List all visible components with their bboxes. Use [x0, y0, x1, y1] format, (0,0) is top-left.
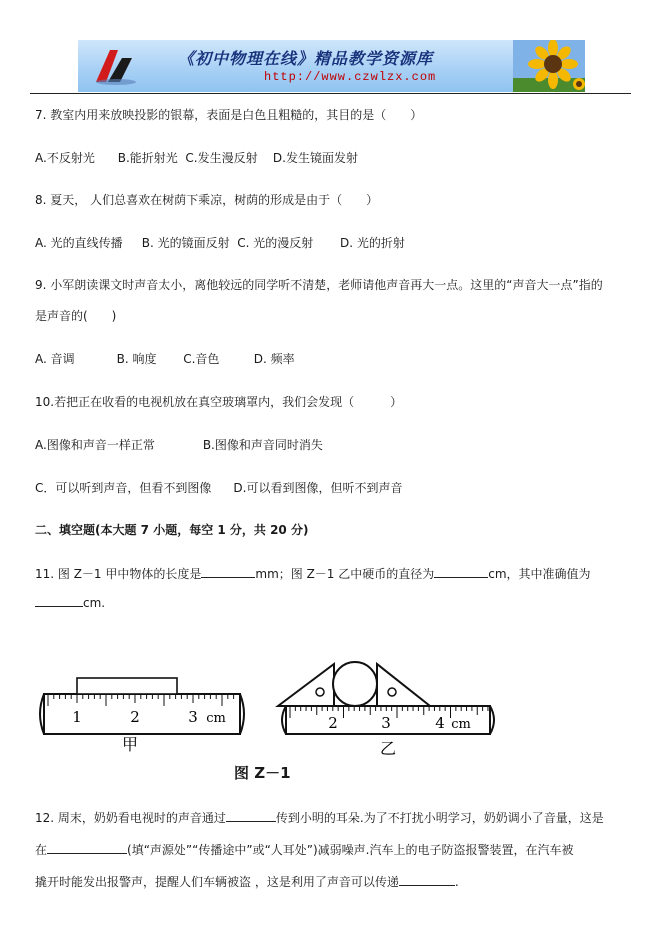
- q10-options-cd: [35, 480, 402, 496]
- q7-option-a[interactable]: A.不反射光: [35, 151, 95, 165]
- q12-blank-medium[interactable]: [226, 809, 276, 822]
- q12-blank-info[interactable]: [399, 873, 455, 886]
- q7-stem: 7. 教室内用来放映投影的银幕，表面是白色且粗糙的，其目的是（ ）: [35, 108, 423, 122]
- figure-caption: 图 Z－1: [234, 764, 291, 782]
- q12-text-3b: .: [454, 875, 459, 889]
- q12-text-2b: (填“声源处”“传播途中”或“人耳处”)减弱噪声.汽车上的电子防盗报警装置，在汽车被: [127, 843, 574, 857]
- q11-blank-accurate[interactable]: [35, 594, 83, 607]
- q12-line2: [35, 841, 574, 858]
- right-tick-4: 4: [435, 714, 445, 732]
- q9-option-d[interactable]: D. 频率: [253, 352, 295, 366]
- q10-option-a[interactable]: A.图像和声音一样正常: [35, 438, 155, 452]
- left-tick-2: 2: [130, 708, 140, 726]
- right-tick-2: 2: [328, 714, 338, 732]
- q12-text-3a: 撬开时能发出报警声，提醒人们车辆被盗 ，这是利用了声音可以传递: [35, 875, 399, 889]
- q9-option-a[interactable]: A. 音调: [35, 352, 75, 366]
- q8-options: [35, 235, 405, 251]
- header-banner: [78, 40, 585, 92]
- q9-option-c[interactable]: C.音色: [183, 352, 220, 366]
- q8-option-d[interactable]: D. 光的折射: [339, 236, 405, 250]
- q10-options-ab: [35, 437, 323, 453]
- q11-text-1: 11. 图 Z－1 甲中物体的长度是: [35, 567, 202, 581]
- ruler-left: [40, 678, 244, 754]
- q9-stem-line2: 是声音的( ): [35, 309, 117, 323]
- q11-text-4: cm.: [83, 596, 106, 610]
- q12-text-1b: 传到小明的耳朵.为了不打扰小明学习，奶奶调小了音量，这是: [275, 811, 604, 825]
- q7-option-b[interactable]: B.能折射光: [117, 151, 178, 165]
- q12-text-1a: 12. 周末，奶奶看电视时的声音通过: [35, 811, 226, 825]
- q9-options: [35, 351, 295, 367]
- q10-stem: 10.若把正在收看的电视机放在真空玻璃罩内，我们会发现（ ）: [35, 395, 403, 409]
- q11-text-2: mm；图 Z－1 乙中硬币的直径为: [255, 567, 435, 581]
- q11-text-3: cm，其中准确值为: [488, 567, 591, 581]
- q11-blank-length[interactable]: [201, 565, 255, 578]
- header-rule: [30, 93, 631, 94]
- q7-options: [35, 150, 358, 166]
- coin: [333, 662, 377, 706]
- q8-option-c[interactable]: C. 光的漫反射: [237, 236, 314, 250]
- label-yi: 乙: [379, 739, 397, 758]
- q11-blank-diameter[interactable]: [434, 565, 488, 578]
- sunflower-icon: [513, 40, 585, 92]
- banner-url[interactable]: http://www.czwlzx.com: [264, 70, 437, 84]
- q8-option-a[interactable]: A. 光的直线传播: [35, 236, 123, 250]
- site-logo-icon: [92, 46, 138, 86]
- label-jia: 甲: [121, 735, 139, 754]
- q11-line1: [35, 565, 591, 582]
- q7-option-c[interactable]: C.发生漫反射: [185, 151, 258, 165]
- q8-stem: 8. 夏天， 人们总喜欢在树荫下乘凉，树荫的形成是由于（ ）: [35, 193, 379, 207]
- left-tick-3: 3: [188, 708, 198, 726]
- right-unit: cm: [451, 717, 471, 732]
- right-tick-3: 3: [381, 714, 391, 732]
- measured-object: [77, 678, 177, 694]
- q9-stem-line1: 9. 小军朗读课文时声音太小，离他较远的同学听不清楚，老师请他声音再大一点。这里的“声音大一点”指的: [35, 278, 603, 292]
- q12-line3: [35, 873, 459, 890]
- left-tick-1: 1: [72, 708, 82, 726]
- q11-line2: [35, 594, 105, 611]
- q7-option-d[interactable]: D.发生镜面发射: [272, 151, 358, 165]
- ruler-right: [278, 662, 494, 758]
- q8-option-b[interactable]: B. 光的镜面反射: [141, 236, 230, 250]
- q12-text-2a: 在: [35, 843, 48, 857]
- left-unit: cm: [206, 711, 226, 726]
- q12-line1: [35, 809, 604, 826]
- q10-option-d[interactable]: D.可以看到图像，但听不到声音: [233, 481, 403, 495]
- section-heading: 二、填空题(本大题 7 小题，每空 1 分，共 20 分): [35, 523, 309, 537]
- q10-option-b[interactable]: B.图像和声音同时消失: [202, 438, 323, 452]
- q10-option-c[interactable]: C．可以听到声音，但看不到图像: [35, 481, 212, 495]
- q9-option-b[interactable]: B. 响度: [116, 352, 157, 366]
- banner-title: 《初中物理在线》精品教学资源库: [178, 49, 434, 68]
- q12-blank-location[interactable]: [47, 841, 127, 854]
